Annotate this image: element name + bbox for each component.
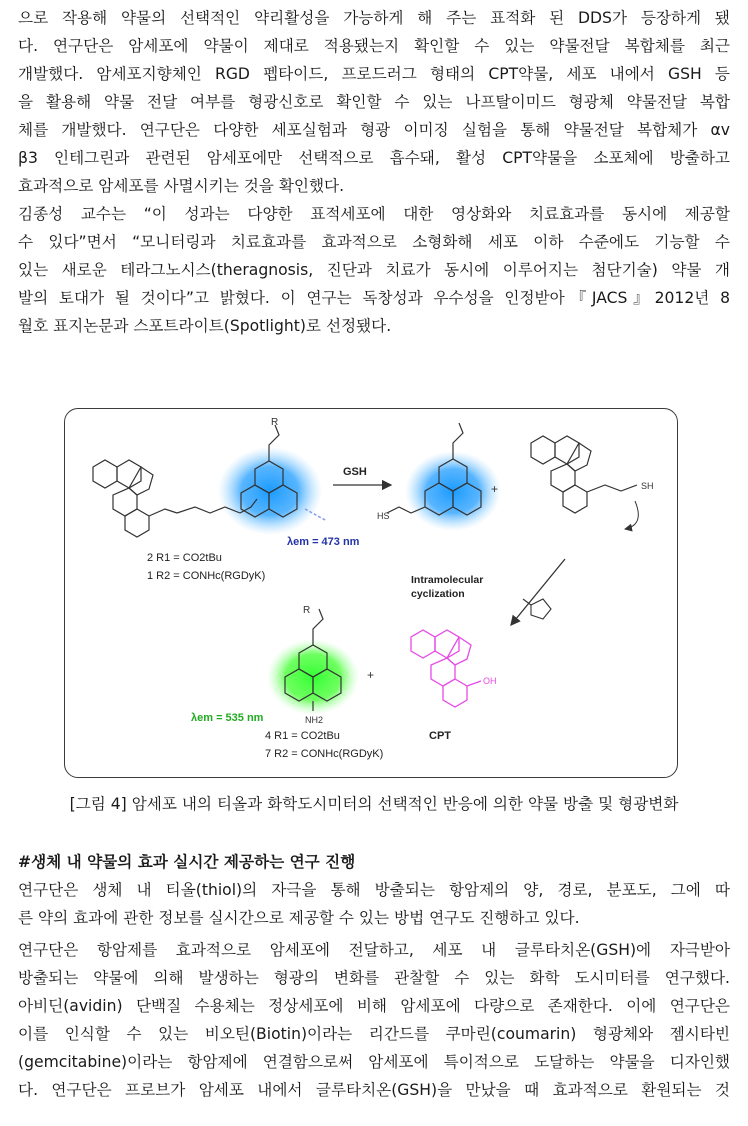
text-line: 이를 인식할 수 있는 비오틴(Biotin)이라는 리간드를 쿠마린(coumarin) 형광체와 젬시타빈 [18, 1025, 730, 1043]
text-line: 연구단은 항암제를 효과적으로 암세포에 전달하고, 세포 내 글루타치온(GSH)에 자극받아 [18, 941, 730, 959]
compound-label-bottom-a: 4 R1 = CO2tBu [265, 730, 340, 742]
hs-label: HS [377, 511, 390, 521]
emission-label-green: λem = 535 nm [191, 712, 264, 724]
text-line: 있는 새로운 테라그노시스(theragnosis, 진단과 치료가 동시에 이루어지는 첨단기술) 약물 개 [18, 261, 730, 279]
text-line: 김종성 교수는 “이 성과는 다양한 표적세포에 대한 영상화와 치료효과를 동시에 제공할 [18, 205, 730, 223]
figure-caption: [그림 4] 암세포 내의 티올과 화학도시미터의 선택적인 반응에 의한 약물 방출 및 형광변화 [69, 795, 679, 813]
reaction-scheme-diagram [65, 409, 677, 777]
text-line: 으로 작용해 약물의 선택적인 약리활성을 가능하게 해 주는 표적화 된 DDS가 등장하게 됐 [18, 9, 730, 27]
text-line: 아비딘(avidin) 단백질 수용체는 정상세포에 비해 암세포에 다량으로 존재한다. 이에 연구단은 [18, 997, 730, 1015]
text-line: 개발했다. 암세포지향체인 RGD 펩타이드, 프로드러그 형태의 CPT약물, 세포 내에서 GSH 등 [18, 65, 730, 83]
curved-arrow [625, 501, 638, 529]
sh-label: SH [641, 481, 654, 491]
cpt-released-structure [411, 630, 481, 707]
r-group-label: R [271, 417, 279, 428]
compound-label-top-a: 2 R1 = CO2tBu [147, 552, 222, 564]
text-line: 효과적으로 암세포를 사멸시키는 것을 확인했다. [18, 177, 345, 195]
nh2-label: NH2 [305, 715, 324, 725]
text-line: 체를 개발했다. 연구단은 다양한 세포실험과 형광 이미징 실험을 통해 약물전달 복합체가 αv [18, 121, 730, 139]
text-line: 방출되는 약물에 의해 발생하는 형광의 변화를 관찰할 수 있는 화학 도시미터를 연구했다. [18, 969, 730, 987]
text-line: 수 있다”면서 “모니터링과 치료효과를 효과적으로 소형화해 세포 이하 수준에도 기능할 수 [18, 233, 730, 251]
cyclization-label-2: cyclization [411, 588, 465, 600]
cpt-label: CPT [429, 730, 451, 742]
thiolactone-byproduct [523, 599, 551, 619]
plus-sign-1: + [491, 482, 499, 496]
cyclization-label-1: Intramolecular [411, 574, 484, 586]
text-line: 발의 토대가 될 것이다”고 밝혔다. 이 연구는 독창성과 우수성을 인정받아『JACS』2012년 8 [18, 289, 730, 307]
text-line: 른 약의 효과에 관한 정보를 실시간으로 제공할 수 있는 방법 연구도 진행하고 있다. [18, 909, 580, 927]
compound-label-top-b: 1 R2 = CONHc(RGDyK) [147, 570, 266, 582]
plus-sign-2: + [367, 668, 375, 682]
oh-label: OH [483, 676, 497, 686]
r-group-label-2: R [303, 605, 311, 616]
text-line: 연구단은 생체 내 티올(thiol)의 자극을 통해 방출되는 항암제의 양, 경로, 분포도, 그에 따 [18, 881, 730, 899]
text-line: 월호 표지논문과 스포트라이트(Spotlight)로 선정됐다. [18, 317, 392, 335]
text-line: β3 인테그린과 관련된 암세포에만 선택적으로 흡수돼, 활성 CPT약물을 소포체에 방출하고 [18, 149, 730, 167]
emission-label-blue: λem = 473 nm [287, 536, 360, 548]
compound-label-bottom-b: 7 R2 = CONHc(RGDyK) [265, 748, 384, 760]
cpt-thiol-structure [531, 436, 637, 513]
blue-fluorescence-glow [218, 447, 322, 535]
reaction-arrow-2 [511, 559, 565, 625]
gsh-reagent-label: GSH [343, 466, 367, 478]
text-line: 다. 연구단은 프로브가 암세포 내에서 글루타치온(GSH)을 만났을 때 효과적으로 환원되는 것 [18, 1081, 730, 1099]
text-line: 을 활용해 약물 전달 여부를 형광신호로 확인할 수 있는 나프탈이미드 형광체 약물전달 복합 [18, 93, 730, 111]
chemical-scheme-figure [64, 408, 678, 778]
text-line: (gemcitabine)이라는 항암제에 연결함으로써 암세포에 특이적으로 도달하는 약물을 디자인했 [18, 1053, 730, 1071]
text-line: 다. 연구단은 암세포에 약물이 제대로 적용됐는지 확인할 수 있는 약물전달 복합체를 최근 [18, 37, 730, 55]
section-heading: #생체 내 약물의 효과 실시간 제공하는 연구 진행 [18, 853, 356, 871]
